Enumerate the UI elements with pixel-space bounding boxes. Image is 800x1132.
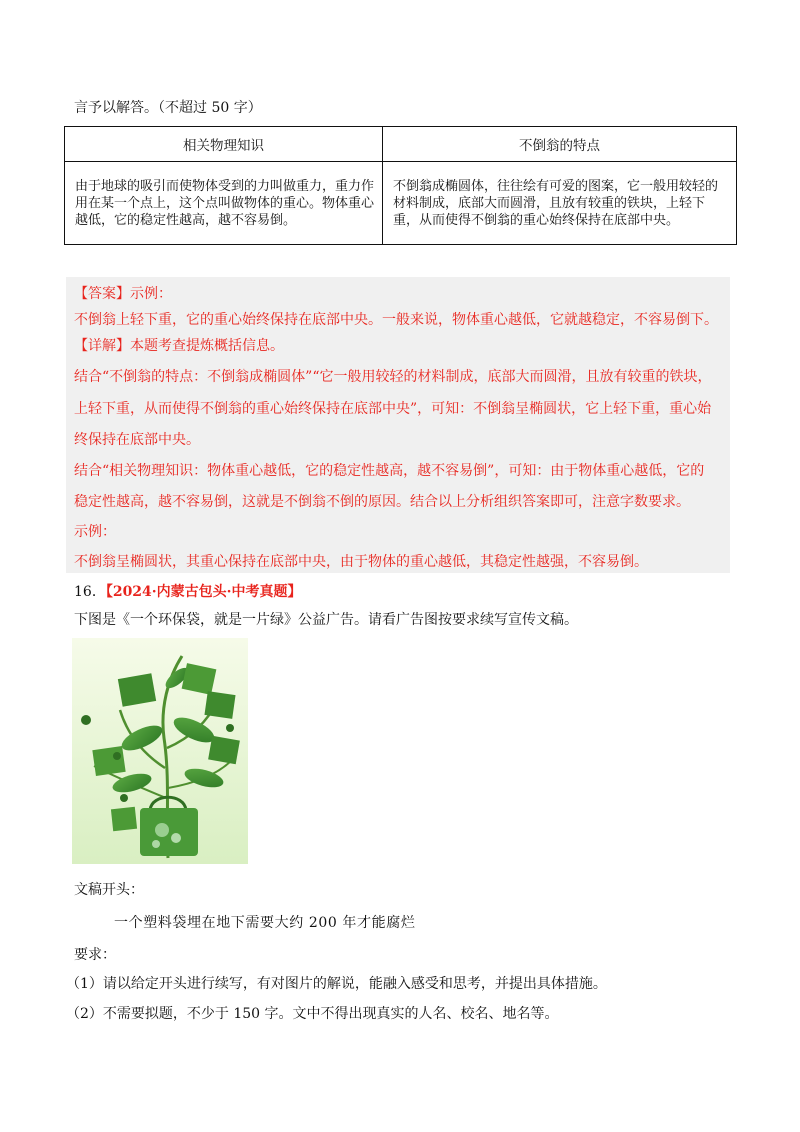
question-source: 【2024·内蒙古包头·中考真题】: [105, 584, 302, 600]
answer-tag-text: 示例：: [130, 286, 172, 302]
question-number: 16．: [74, 584, 106, 600]
detail-text: 本题考查提炼概括信息。: [130, 338, 284, 354]
table-header-physics: 相关物理知识: [65, 127, 383, 162]
table-header-features: 不倒翁的特点: [383, 127, 737, 162]
detail-line-1: 结合“不倒翁的特点：不倒翁成椭圆体”“它一般用较轻的材料制成，底部大而圆滑，且放有较重的铁块，: [74, 369, 712, 385]
eco-bag-leaf-plant-image: [72, 638, 248, 864]
opening-text: 一个塑料袋埋在地下需要大约 200 年才能腐烂: [114, 915, 416, 931]
requirements-label: 要求：: [74, 947, 116, 963]
table-cell-physics: 由于地球的吸引而使物体受到的力叫做重力，重力作用在某一个点上，这个点叫做物体的重心。物体重心越低，它的稳定性越高，越不容易倒。: [65, 162, 383, 245]
question-prompt: 下图是《一个环保袋，就是一片绿》公益广告。请看广告图按要求续写宣传文稿。: [74, 612, 578, 628]
requirement-1: （1）请以给定开头进行续写，有对图片的解说，能融入感受和思考，并提出具体措施。: [66, 976, 607, 992]
answer-text: 不倒翁上轻下重，它的重心始终保持在底部中央。一般来说，物体重心越低，它就越稳定，不容易倒下。: [74, 312, 718, 328]
detail-line-3: 终保持在底部中央。: [74, 432, 200, 448]
table-header-row: [65, 127, 737, 162]
knowledge-table: [64, 126, 737, 245]
detail-label-line: [74, 336, 284, 356]
detail-line-2: 上轻下重，从而使得不倒翁的重心始终保持在底部中央”，可知：不倒翁呈椭圆状，它上轻下重，重心始: [74, 401, 712, 417]
question-header: [74, 582, 302, 602]
example-label: 示例：: [74, 524, 116, 540]
answer-label-line: [74, 284, 172, 304]
detail-line-4: 结合“相关物理知识：物体重心越低，它的稳定性越高，越不容易倒”，可知：由于物体重心越低，它的: [74, 463, 705, 479]
detail-tag: 【详解】: [74, 338, 130, 354]
requirement-2: （2）不需要拟题，不少于 150 字。文中不得出现真实的人名、校名、地名等。: [66, 1006, 559, 1022]
table-row: [65, 162, 737, 245]
answer-tag: 【答案】: [74, 286, 130, 302]
opening-label: 文稿开头：: [74, 882, 144, 898]
intro-text: 言予以解答。（不超过 50 字）: [74, 100, 262, 116]
detail-line-5: 稳定性越高，越不容易倒，这就是不倒翁不倒的原因。结合以上分析组织答案即可，注意字数要求。: [74, 494, 690, 510]
table-cell-features: 不倒翁成椭圆体，往往绘有可爱的图案，它一般用较轻的材料制成，底部大而圆滑，且放有较重的铁块，上轻下重，从而使得不倒翁的重心始终保持在底部中央。: [383, 162, 737, 245]
example-text: 不倒翁呈椭圆状，其重心保持在底部中央，由于物体的重心越低，其稳定性越强，不容易倒。: [74, 554, 648, 570]
